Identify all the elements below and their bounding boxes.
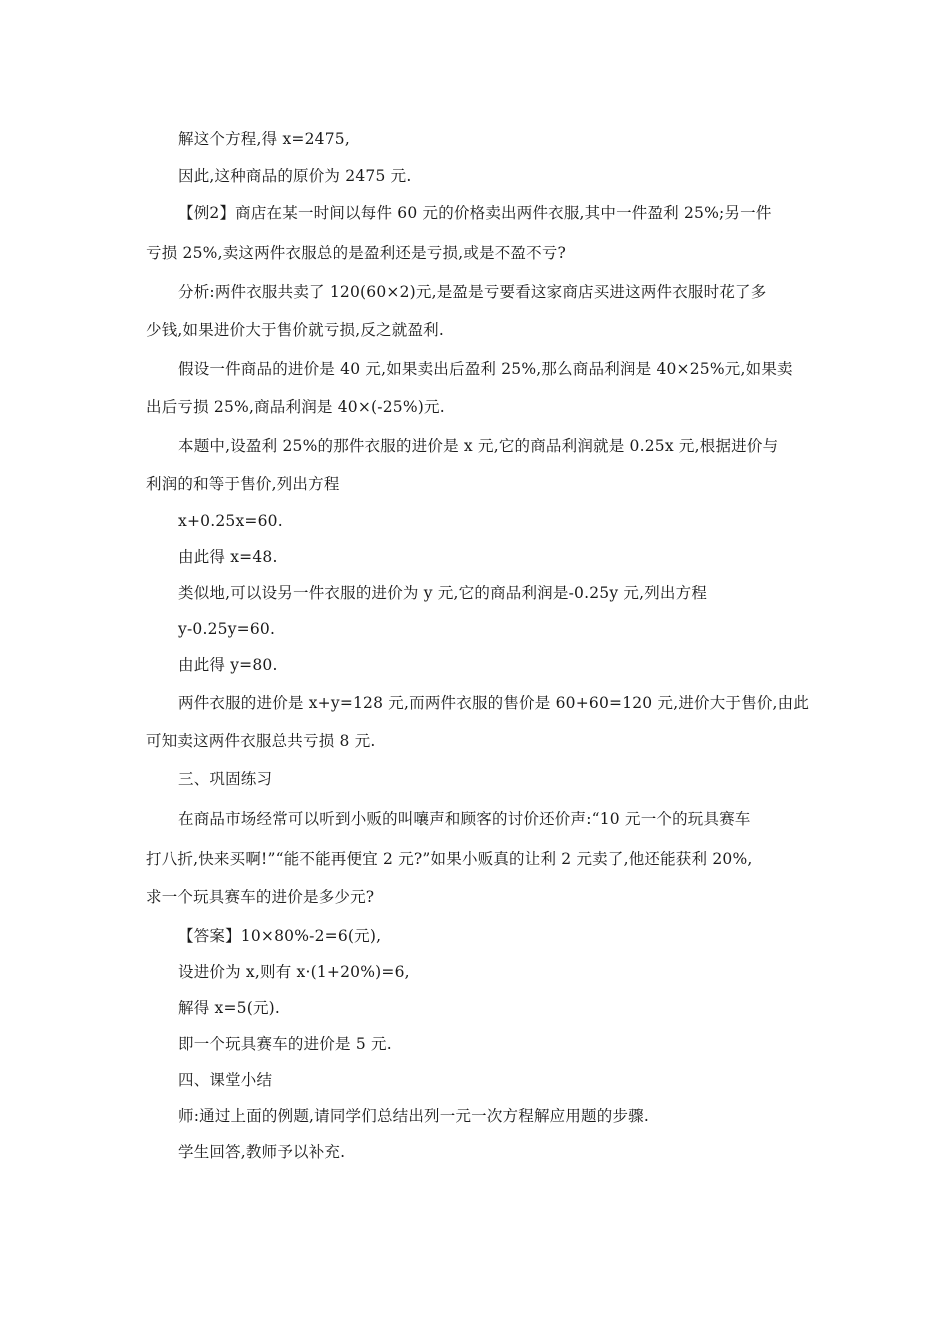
text-line-practice-problem: 在商品市场经常可以听到小贩的叫嚷声和顾客的讨价还价声:“10 元一个的玩具赛车: [178, 810, 751, 828]
text-line-solve-equation: 解这个方程,得 x=2475,: [178, 130, 350, 148]
text-line-analysis-cont: 少钱,如果进价大于售价就亏损,反之就盈利.: [146, 321, 444, 339]
text-line-answer-solve: 解得 x=5(元).: [178, 999, 281, 1017]
text-line-example-2: 【例2】商店在某一时间以每件 60 元的价格卖出两件衣服,其中一件盈利 25%;另一件: [178, 204, 772, 222]
text-line-practice-problem-cont: 打八折,快来买啊!”“能不能再便宜 2 元?”如果小贩真的让利 2 元卖了,他还能获利 20%,: [146, 850, 753, 868]
text-line-assumption: 假设一件商品的进价是 40 元,如果卖出后盈利 25%,那么商品利润是 40×25%元,如果卖: [178, 360, 793, 378]
text-line-similarly: 类似地,可以设另一件衣服的进价为 y 元,它的商品利润是-0.25y 元,列出方程: [178, 584, 708, 602]
text-line-answer: 【答案】10×80%-2=6(元),: [178, 927, 382, 945]
text-line-teacher: 师:通过上面的例题,请同学们总结出列一元一次方程解应用题的步骤.: [178, 1107, 649, 1125]
text-line-answer-conclusion: 即一个玩具赛车的进价是 5 元.: [178, 1035, 392, 1053]
text-line-cost-comparison: 两件衣服的进价是 x+y=128 元,而两件衣服的售价是 60+60=120 元,进价大于售价,由此: [178, 694, 810, 712]
text-line-practice-question: 求一个玩具赛车的进价是多少元?: [146, 888, 375, 906]
section-heading-summary: 四、课堂小结: [178, 1071, 273, 1089]
text-line-example-2-cont: 亏损 25%,卖这两件衣服总的是盈利还是亏损,或是不盈不亏?: [146, 244, 567, 262]
text-line-x-result: 由此得 x=48.: [178, 548, 278, 566]
text-line-y-result: 由此得 y=80.: [178, 656, 278, 674]
text-line-setup: 本题中,设盈利 25%的那件衣服的进价是 x 元,它的商品利润就是 0.25x 元,根据进价与: [178, 437, 779, 455]
text-line-answer-setup: 设进价为 x,则有 x·(1+20%)=6,: [178, 963, 410, 981]
text-line-setup-cont: 利润的和等于售价,列出方程: [146, 475, 340, 493]
text-line-loss-conclusion: 可知卖这两件衣服总共亏损 8 元.: [146, 732, 376, 750]
equation-x: x+0.25x=60.: [178, 512, 283, 530]
section-heading-practice: 三、巩固练习: [178, 770, 273, 788]
text-line-analysis: 分析:两件衣服共卖了 120(60×2)元,是盈是亏要看这家商店买进这两件衣服时花了多: [178, 283, 767, 301]
text-line-assumption-cont: 出后亏损 25%,商品利润是 40×(-25%)元.: [146, 398, 445, 416]
text-line-students: 学生回答,教师予以补充.: [178, 1143, 346, 1161]
text-line-original-price: 因此,这种商品的原价为 2475 元.: [178, 167, 412, 185]
equation-y: y-0.25y=60.: [178, 620, 276, 638]
